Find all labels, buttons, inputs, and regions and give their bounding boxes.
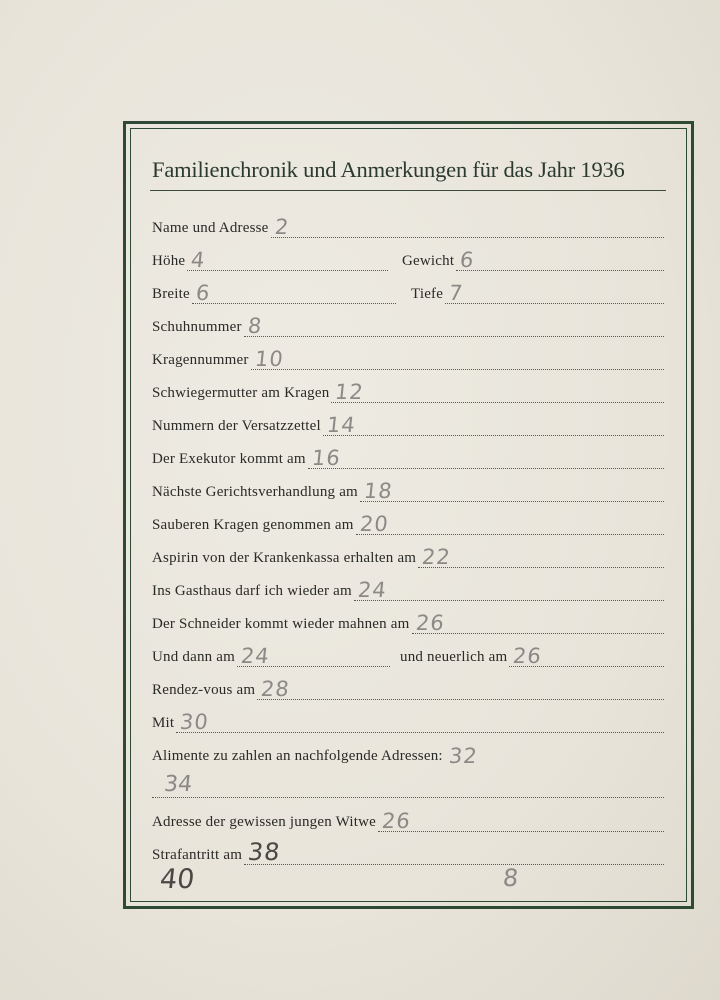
- title-underline: [150, 190, 666, 191]
- prison-start-line[interactable]: [244, 838, 664, 866]
- width-line[interactable]: [192, 281, 396, 304]
- tailor-line[interactable]: [412, 611, 664, 634]
- shoe-size-line[interactable]: [244, 314, 664, 337]
- clean-collar-label: Sauberen Kragen genommen am: [152, 517, 354, 533]
- inn-field: [152, 579, 664, 601]
- pawn-tickets-label: Nummern der Versatzzettel: [152, 418, 321, 434]
- then-on-value: 24: [239, 644, 272, 668]
- footer-mark-right: 8: [501, 864, 520, 892]
- name-address-field: [152, 216, 664, 238]
- rendezvous-value: 28: [259, 677, 292, 701]
- with-label: Mit: [152, 715, 175, 731]
- rendezvous-field: [152, 678, 664, 700]
- court-hearing-line[interactable]: [360, 479, 664, 502]
- mother-in-law-line[interactable]: [331, 380, 664, 403]
- again-on-value: 26: [512, 644, 544, 668]
- with-field: [152, 711, 664, 733]
- shoe-size-field: [152, 315, 664, 337]
- aspirin-line[interactable]: [418, 545, 664, 568]
- prison-start-field: [152, 838, 664, 866]
- width-field: [152, 282, 396, 304]
- inn-label: Ins Gasthaus darf ich wieder am: [152, 583, 352, 599]
- footer-mark-left: 40: [158, 864, 196, 895]
- court-hearing-label: Nächste Gerichtsverhandlung am: [152, 484, 358, 500]
- then-on-label: Und dann am: [152, 649, 236, 665]
- mother-in-law-value: 12: [334, 380, 366, 404]
- width-label: Breite: [152, 286, 190, 302]
- name-address-label: Name und Adresse: [152, 220, 269, 236]
- widow-line[interactable]: [378, 809, 664, 832]
- court-hearing-value: 18: [362, 479, 394, 503]
- clean-collar-line[interactable]: [356, 512, 664, 535]
- weight-label: Gewicht: [402, 253, 455, 269]
- widow-field: [152, 810, 664, 832]
- page-title: Familienchronik und Anmerkungen für das Jahr 1936: [152, 157, 625, 182]
- bailiff-line[interactable]: [308, 446, 664, 469]
- pawn-tickets-value: 14: [325, 413, 357, 437]
- aspirin-field: [152, 546, 664, 568]
- tailor-value: 26: [414, 611, 446, 635]
- tailor-field: [152, 612, 664, 634]
- alimony-field: [152, 744, 664, 766]
- widow-value: 26: [380, 809, 412, 833]
- name-address-value: 2: [273, 215, 291, 239]
- pawn-tickets-field: [152, 414, 664, 436]
- pawn-tickets-line[interactable]: [323, 413, 664, 436]
- again-on-field: [400, 645, 664, 667]
- widow-label: Adresse der gewissen jungen Witwe: [152, 814, 376, 830]
- bailiff-label: Der Exekutor kommt am: [152, 451, 306, 467]
- depth-field: [411, 282, 664, 304]
- height-line[interactable]: [187, 248, 388, 271]
- inn-line[interactable]: [354, 578, 664, 601]
- clean-collar-value: 20: [358, 512, 390, 536]
- weight-field: [402, 249, 664, 271]
- rendezvous-label: Rendez-vous am: [152, 682, 256, 698]
- weight-value: 6: [458, 248, 476, 272]
- alimony-line[interactable]: [445, 744, 664, 766]
- shoe-size-label: Schuhnummer: [152, 319, 242, 335]
- depth-value: 7: [447, 281, 465, 305]
- height-value: 4: [190, 248, 207, 272]
- mother-in-law-field: [152, 381, 664, 403]
- bailiff-field: [152, 447, 664, 469]
- aspirin-label: Aspirin von der Krankenkassa erhalten am: [152, 550, 417, 566]
- depth-label: Tiefe: [411, 286, 444, 302]
- collar-size-line[interactable]: [251, 347, 664, 370]
- with-line[interactable]: [176, 710, 664, 733]
- again-on-label: und neuerlich am: [400, 649, 508, 665]
- rendezvous-line[interactable]: [257, 677, 664, 700]
- prison-start-value: 38: [246, 838, 283, 866]
- then-on-field: [152, 645, 390, 667]
- width-value: 6: [194, 281, 212, 305]
- collar-size-label: Kragennummer: [152, 352, 249, 368]
- weight-line[interactable]: [456, 248, 664, 271]
- inn-value: 24: [356, 578, 388, 602]
- bailiff-value: 16: [310, 446, 342, 470]
- alimony-label: Alimente zu zahlen an nachfolgende Adressen:: [152, 748, 443, 764]
- then-on-line[interactable]: [237, 644, 390, 667]
- aspirin-value: 22: [420, 545, 453, 569]
- again-on-line[interactable]: [509, 644, 664, 667]
- with-value: 30: [179, 710, 211, 734]
- alimony-extra-line[interactable]: [152, 797, 664, 798]
- collar-size-field: [152, 348, 664, 370]
- tailor-label: Der Schneider kommt wieder mahnen am: [152, 616, 410, 632]
- prison-start-label: Strafantritt am: [152, 847, 243, 863]
- mother-in-law-label: Schwiegermutter am Kragen: [152, 385, 330, 401]
- alimony-value: 32: [447, 744, 479, 768]
- height-field: [152, 249, 388, 271]
- alimony-extra-value: 34: [162, 772, 194, 797]
- court-hearing-field: [152, 480, 664, 502]
- depth-line[interactable]: [445, 281, 664, 304]
- collar-size-value: 10: [253, 347, 285, 371]
- name-address-line[interactable]: [271, 215, 664, 238]
- shoe-size-value: 8: [246, 314, 264, 338]
- height-label: Höhe: [152, 253, 186, 269]
- clean-collar-field: [152, 513, 664, 535]
